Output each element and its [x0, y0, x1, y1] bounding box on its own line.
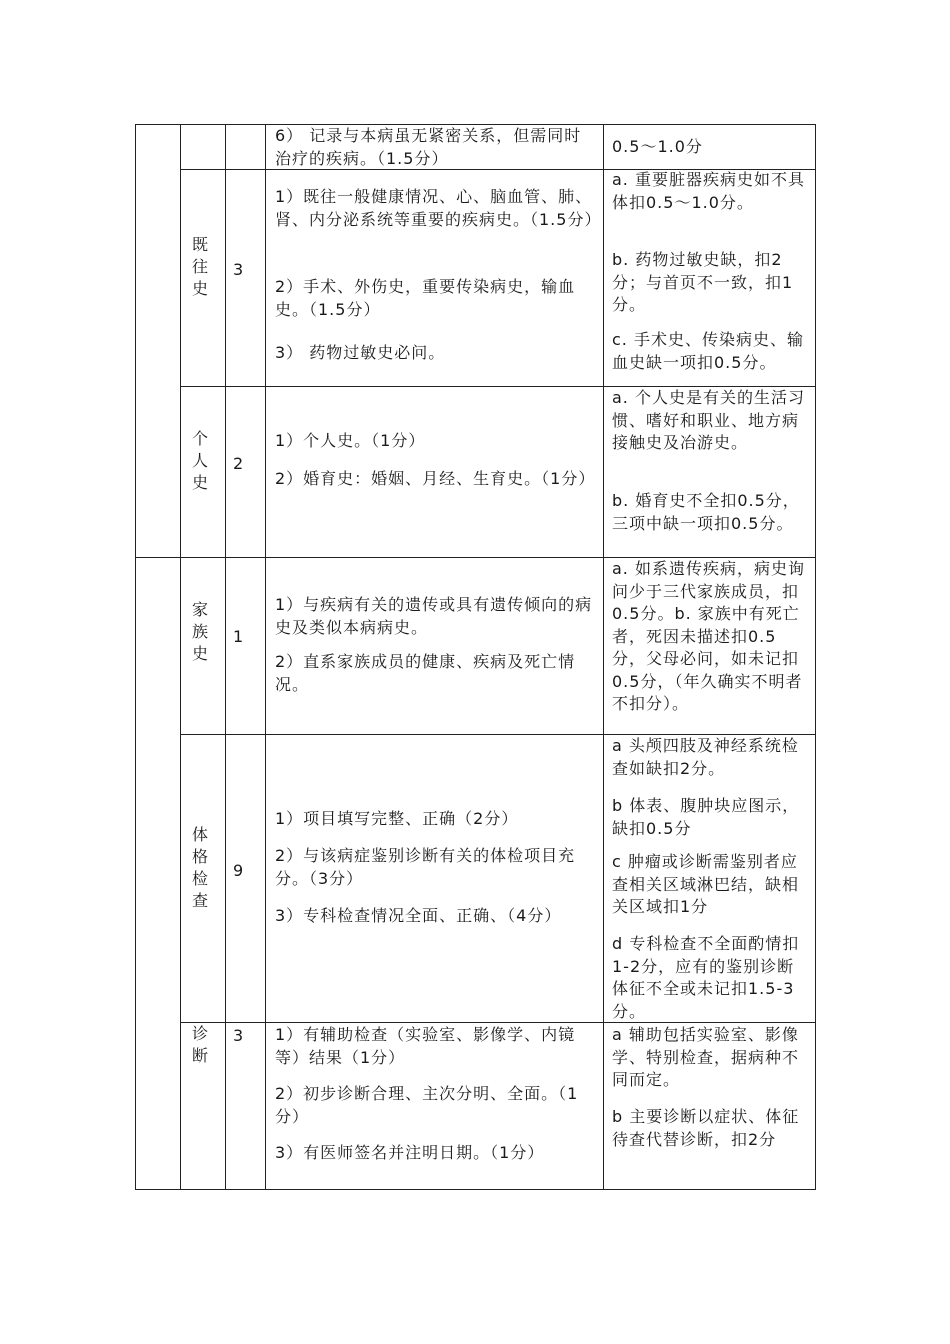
item-text: 3）专科检查情况全面、正确、（4分）	[275, 906, 562, 925]
column-divider	[180, 124, 181, 1190]
criteria-text: a 头颅四肢及神经系统检查如缺扣2分。	[612, 736, 799, 778]
criteria-text: a 辅助包括实验室、影像学、特别检查，据病种不同而定。	[612, 1025, 800, 1089]
table-bottom-border	[135, 1189, 816, 1190]
item-cell	[275, 1024, 595, 1165]
criteria-cell	[612, 1024, 808, 1151]
score-value: 1	[233, 627, 245, 646]
section-title: 个人史	[189, 430, 209, 496]
item-text: 1）与疾病有关的遗传或具有遗传倾向的病史及类似本病病史。	[275, 595, 593, 637]
criteria-cell	[612, 169, 808, 374]
column-divider	[815, 124, 816, 1190]
column-divider	[225, 124, 226, 1190]
item-cell	[275, 594, 595, 696]
item-text: 3） 药物过敏史必问。	[275, 343, 446, 362]
section-title: 既往史	[189, 236, 209, 302]
criteria-text: 0.5～1.0分	[612, 137, 703, 156]
item-cell	[275, 125, 595, 170]
criteria-text: c 肿瘤或诊断需鉴别者应查相关区域淋巴结，缺相关区域扣1分	[612, 852, 800, 916]
criteria-text: b 主要诊断以症状、体征待查代替诊断，扣2分	[612, 1107, 800, 1149]
criteria-text: a. 如系遗传疾病，病史询问少于三代家族成员，扣0.5分。b. 家族中有死亡者，死因未描述扣0.5分，父母必问，如未记扣0.5分，（年久确实不明者不扣分）。	[612, 559, 805, 713]
item-text: 1）个人史。（1分）	[275, 431, 426, 450]
item-text: 2）手术、外伤史，重要传染病史，输血史。（1.5分）	[275, 277, 576, 319]
item-text: 1）有辅助检查（实验室、影像学、内镜等）结果（1分）	[275, 1025, 576, 1067]
criteria-text: c. 手术史、传染病史、输血史缺一项扣0.5分。	[612, 330, 804, 372]
item-text: 2）初步诊断合理、主次分明、全面。（1分）	[275, 1084, 579, 1126]
section-title: 诊断	[189, 1025, 209, 1069]
criteria-text: a. 重要脏器疾病史如不具体扣0.5～1.0分。	[612, 170, 805, 212]
item-cell	[275, 186, 602, 365]
item-text: 1）既往一般健康情况、心、脑血管、肺、肾、内分泌系统等重要的疾病史。（1.5分）	[275, 187, 602, 229]
item-text: 1）项目填写完整、正确（2分）	[275, 809, 519, 828]
item-text: 2）与该病症鉴别诊断有关的体检项目充分。（3分）	[275, 846, 576, 888]
criteria-text: b 体表、腹肿块应图示，缺扣0.5分	[612, 796, 800, 838]
column-divider	[603, 124, 604, 1190]
criteria-text: b. 婚育史不全扣0.5分，三项中缺一项扣0.5分。	[612, 491, 800, 533]
item-text: 2）直系家族成员的健康、疾病及死亡情况。	[275, 652, 576, 694]
criteria-cell	[612, 387, 808, 535]
item-text: 6） 记录与本病虽无紧密关系，但需同时治疗的疾病。（1.5分）	[275, 126, 582, 168]
item-cell	[275, 430, 595, 491]
score-value: 9	[233, 861, 245, 880]
item-text: 3）有医师签名并注明日期。（1分）	[275, 1143, 545, 1162]
column-divider	[135, 124, 136, 1190]
criteria-cell	[612, 558, 808, 716]
criteria-text: d 专科检查不全面酌情扣1-2分，应有的鉴别诊断体征不全或未记扣1.5-3分。	[612, 934, 800, 1021]
criteria-cell	[612, 735, 808, 1023]
column-divider	[265, 124, 266, 1190]
item-cell	[275, 808, 595, 928]
score-value: 3	[233, 260, 245, 279]
section-title: 家族史	[189, 601, 209, 667]
section-title: 体格检查	[189, 826, 209, 914]
score-value: 3	[233, 1026, 245, 1045]
criteria-cell	[612, 136, 808, 159]
score-value: 2	[233, 454, 245, 473]
criteria-text: a. 个人史是有关的生活习惯、嗜好和职业、地方病接触史及冶游史。	[612, 388, 805, 452]
criteria-text: b. 药物过敏史缺，扣2分；与首页不一致，扣1分。	[612, 250, 794, 314]
item-text: 2）婚育史：婚姻、月经、生育史。（1分）	[275, 469, 596, 488]
